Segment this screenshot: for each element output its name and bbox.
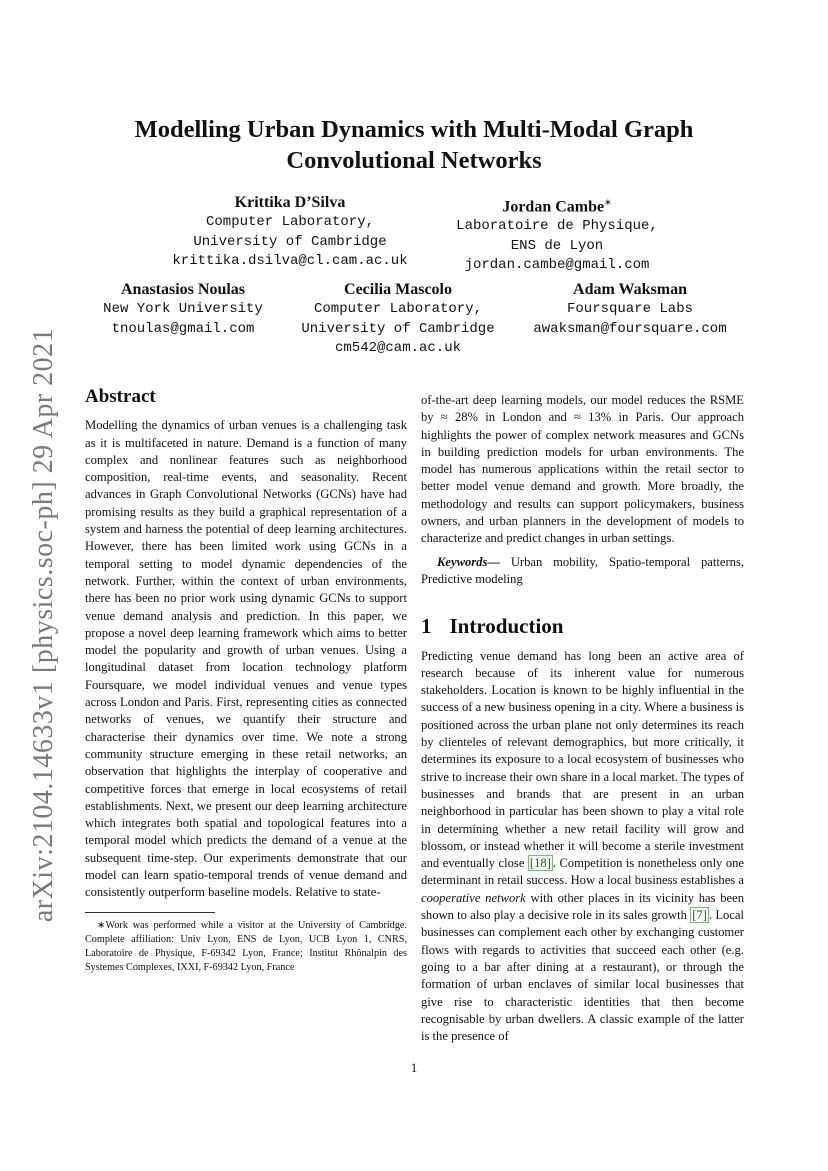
arxiv-identifier-text: arXiv:2104.14633v1 [physics.soc-ph] 29 Apr 2021 bbox=[28, 327, 59, 923]
paper-title: Modelling Urban Dynamics with Multi-Modal Graph Convolutional Networks bbox=[134, 116, 694, 174]
author-email: krittika.dsilva@cl.cam.ac.uk bbox=[172, 253, 408, 269]
author-email: cm542@cam.ac.uk bbox=[334, 340, 462, 356]
keywords-text: Urban mobility, Spatio-temporal patterns, Predictive modeling bbox=[421, 554, 744, 586]
author-name: Jordan Cambe∗ bbox=[502, 197, 612, 216]
author-affiliation: Computer Laboratory, bbox=[205, 214, 375, 230]
author-affiliation: Computer Laboratory, bbox=[313, 301, 483, 317]
right-column bbox=[421, 392, 744, 1045]
abstract-text-part2: of-the-art deep learning models, our model reduces the RSME by ≈ 28% in London and ≈ 13% in Paris. Our approach highlights the power of complex network measures and GCNs in building prediction models for urban environments. The model has numerous applications within the retail sector to better model venue demand and growth. More broadly, the methodology and results can support policymakers, business owners, and urban planners in the development of models to characterize and predict changes in urban settings. bbox=[421, 393, 744, 546]
author-affiliation: Laboratoire de Physique, bbox=[456, 218, 658, 235]
author-email: awaksman@foursquare.com bbox=[533, 320, 727, 337]
author-block-3 bbox=[88, 279, 278, 339]
section-number: 1 bbox=[421, 614, 432, 639]
footnote-mark: ∗ bbox=[604, 197, 612, 207]
left-column bbox=[85, 388, 407, 975]
author-email: tnoulas@gmail.com bbox=[111, 320, 255, 337]
abstract-text-part1: Modelling the dynamics of urban venues is a challenging task as it is multifaceted in nature. Demand is a function of many complex and nonlinear features such as neighborhood composition, real-time events, and seasonality. Recent advances in Graph Convolutional Networks (GCNs) have had promising results as they build a graphical representation of a system and harness the potential of deep learning architectures. However, there has been limited work using GCNs in a temporal setting to model dynamic dependencies of the network. Further, within the context of urban environments, there has been no prior work using dynamic GCNs to support venue demand analysis and prediction. In this paper, we propose a novel deep learning framework which aims to better model the popularity and growth of urban venues. Using a longitudinal dataset from location technology platform Foursquare, we model individual venues and venue types across London and Paris. First, representing cities as connected networks of venues, we quantify their structure and characterise their dynamics over time. We note a strong community structure emerging in these retail networks, an observation that highlights the interplay of cooperative and competitive forces that emerge in local ecosystems of retail establishments. Next, we present our deep learning architecture which integrates both spatial and topological features into a temporal model which predicts the demand of a venue at the subsequent time-step. Our experiments demonstrate that our model can learn spatio-temporal trends of venue demand and consistently outperform baseline models. Relative to state- bbox=[85, 418, 407, 900]
arxiv-identifier bbox=[24, 327, 64, 923]
page-number: 1 bbox=[410, 1060, 418, 1075]
author-block-4 bbox=[288, 279, 508, 359]
author-block-1 bbox=[160, 192, 420, 272]
citation-link[interactable]: [18] bbox=[529, 856, 551, 871]
keywords bbox=[421, 554, 744, 589]
author-affiliation: ENS de Lyon bbox=[510, 237, 604, 254]
author-block-5 bbox=[520, 279, 740, 339]
citation-link[interactable]: [7] bbox=[692, 908, 707, 923]
author-affiliation: University of Cambridge bbox=[301, 320, 495, 337]
keywords-label: Keywords— bbox=[437, 554, 500, 569]
author-block-2 bbox=[432, 192, 682, 276]
section-title: Introduction bbox=[449, 614, 564, 639]
author-name: Cecilia Mascolo bbox=[344, 281, 452, 298]
footnote-rule bbox=[85, 912, 215, 913]
author-name: Adam Waksman bbox=[573, 281, 687, 298]
footnote: ∗Work was performed while a visitor at the University of Cambridge. Complete affiliation: Univ Lyon, ENS de Lyon, UCB Lyon 1, CNRS, Laboratoire de Physique, F-69342 Lyon, France; Institut Rhônalpin des Systemes Complexes, IXXI, F-69342 Lyon, France bbox=[85, 919, 407, 973]
author-affiliation: Foursquare Labs bbox=[566, 301, 694, 317]
author-name: Krittika D’Silva bbox=[234, 194, 346, 211]
author-email: jordan.cambe@gmail.com bbox=[464, 257, 650, 274]
abstract-heading: Abstract bbox=[85, 386, 156, 407]
author-affiliation: New York University bbox=[103, 301, 263, 317]
author-affiliation: University of Cambridge bbox=[193, 233, 387, 250]
section-heading-introduction bbox=[421, 614, 744, 639]
emphasis-text: cooperative network bbox=[421, 890, 526, 905]
introduction-paragraph: Predicting venue demand has long been an active area of research because of its inherent value for numerous stakeholders. Location is known to be highly influential in the success of a new business opening in a city. Where a business is positioned across the urban plane not only determines its reach by clienteles of relevant demographics, but more critically, it determines its exposure to a local ecosystem of businesses who strive to increase their own share in a local market. The types of businesses and brands that are present in an urban neighborhood in particular has been shown to play a vital role in determining whether a new retail facility will grow and blossom, or instead whether it will become a sterile investment and eventually close [18] . Competition is nonetheless only one determinant in retail success. How a local business establishes a cooperative network with other places in its vicinity has been shown to also play a decisive role in its sales growth [7] . Local businesses can complement each other by exchanging customer flows with regards to activities that succeed each other (e.g. going to a bar after dining at a restaurant), or through the formation of urban enclaves of similar local businesses that give rise to characteristic identities that then become recognisable by urban dwellers. A classic example of the latter is the presence of bbox=[421, 648, 744, 1044]
author-name: Anastasios Noulas bbox=[120, 281, 246, 298]
